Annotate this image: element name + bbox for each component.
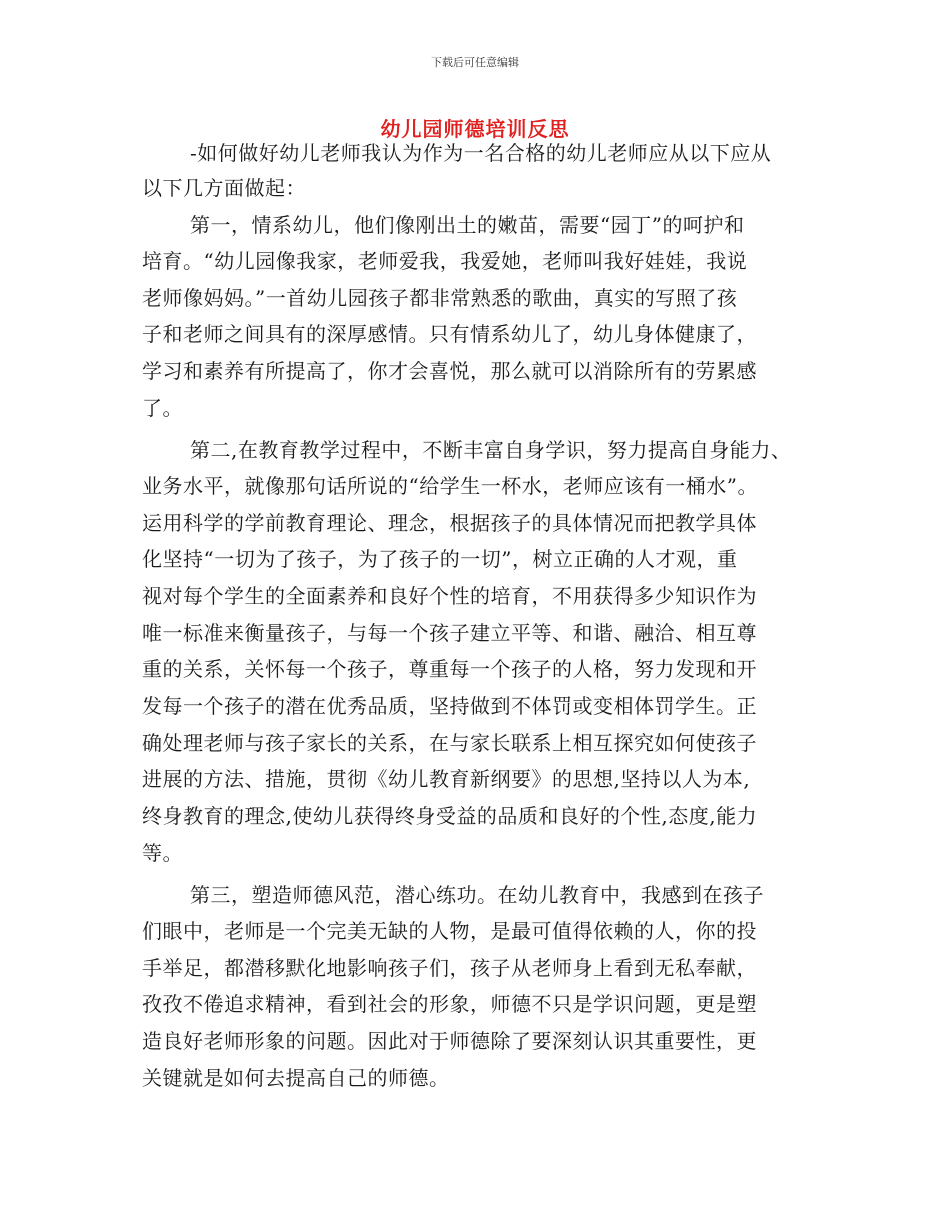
body-line: 了。 [142,396,183,420]
body-line: 第三，塑造师德风范，潜心练功。在幼儿教育中，我感到在孩子 [190,883,764,907]
body-line: 进展的方法、措施，贯彻《幼儿教育新纲要》的思想,坚持以人为本, [142,767,751,791]
body-line: 学习和素养有所提高了，你才会喜悦，那么就可以消除所有的劳累感 [142,359,757,383]
body-line: -如何做好幼儿老师我认为作为一名合格的幼儿老师应从以下应从 [190,141,772,165]
document-title: 幼儿园师德培训反思 [380,117,570,141]
body-line: 第一，情系幼儿，他们像刚出土的嫩苗，需要“园丁”的呵护和 [190,213,745,237]
body-line: 发每一个孩子的潜在优秀品质，坚持做到不体罚或变相体罚学生。正 [142,694,757,718]
body-line: 以下几方面做起： [142,176,306,200]
body-line: 终身教育的理念,使幼儿获得终身受益的品质和良好的个性,态度,能力 [142,804,758,828]
body-line: 关键就是如何去提高自己的师德。 [142,1066,450,1090]
body-line: 化坚持“一切为了孩子，为了孩子的一切”，树立正确的人才观，重 [142,547,738,571]
body-line: 造良好老师形象的问题。因此对于师德除了要深刻认识其重要性，更 [142,1029,757,1053]
body-line: 等。 [142,841,183,865]
body-line: 第二,在教育教学过程中，不断丰富自身学识，努力提高自身能力、 [190,438,792,462]
body-line: 运用科学的学前教育理论、理念，根据孩子的具体情况而把教学具体 [142,511,757,535]
body-line: 孜孜不倦追求精神，看到社会的形象，师德不只是学识问题，更是塑 [142,992,757,1016]
body-line: 们眼中，老师是一个完美无缺的人物，是最可值得依赖的人，你的投 [142,919,757,943]
body-line: 手举足，都潜移默化地影响孩子们，孩子从老师身上看到无私奉献， [142,956,757,980]
body-line: 重的关系，关怀每一个孩子，尊重每一个孩子的人格，努力发现和开 [142,657,757,681]
body-line: 子和老师之间具有的深厚感情。只有情系幼儿了，幼儿身体健康了， [142,322,757,346]
body-line: 老师像妈妈。”一首幼儿园孩子都非常熟悉的歌曲，真实的写照了孩 [142,286,738,310]
body-line: 视对每个学生的全面素养和良好个性的培育，不用获得多少知识作为 [142,584,757,608]
body-line: 培育。“幼儿园像我家，老师爱我，我爱她，老师叫我好娃娃，我说 [142,249,748,273]
body-line: 确处理老师与孩子家长的关系，在与家长联系上相互探究如何使孩子 [142,731,757,755]
body-line: 业务水平，就像那句话所说的“给学生一杯水，老师应该有一桶水”。 [142,474,758,498]
body-line: 唯一标准来衡量孩子，与每一个孩子建立平等、和谐、融洽、相互尊 [142,621,757,645]
header-note: 下载后可任意编辑 [431,56,519,69]
